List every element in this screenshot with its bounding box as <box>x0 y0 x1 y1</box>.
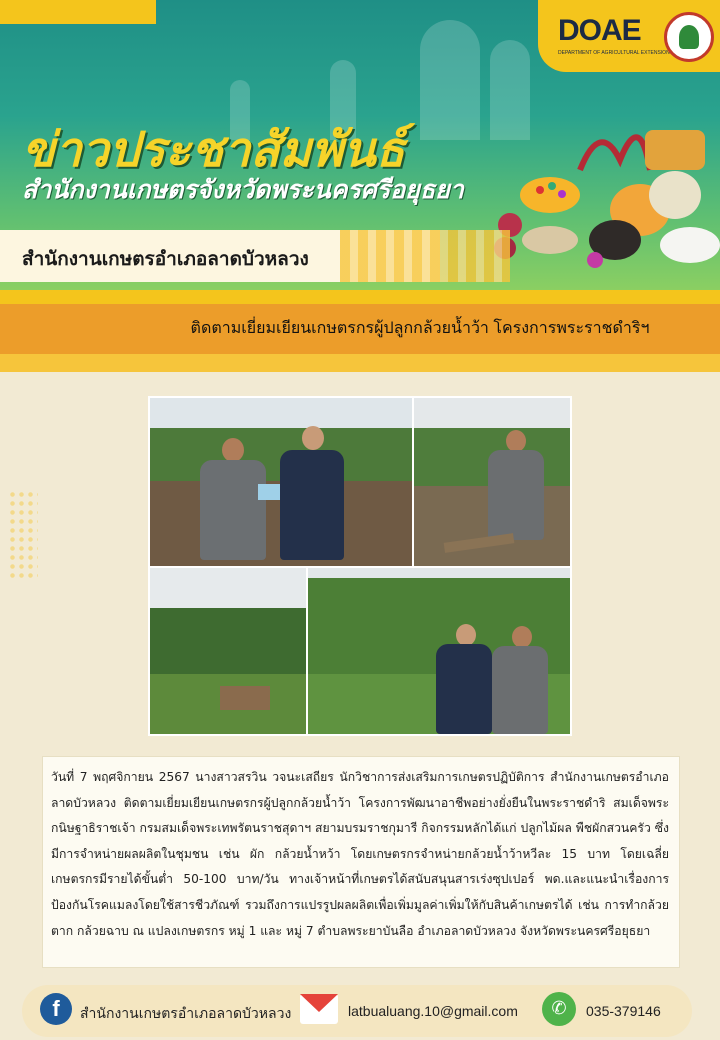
doae-logo: DOAE <box>558 14 641 47</box>
photo-visit-1 <box>150 398 412 566</box>
phone-number[interactable]: 035-379146 <box>586 1003 661 1019</box>
article-text: วันที่ 7 พฤศจิกายน 2567 นางสาวสรวิน วจนะเสถียร นักวิชาการส่งเสริมการเกษตรปฏิบัติการ สำนักงานเกษตรอำเภอลาดบัวหลวง ติดตามเยี่ยมเยียนเกษตรกรผู้ปลูกกล้วยน้ำว้า โครงการพัฒนาอาชีพอย่างยั่งยืนในพระราชดำริ สมเด็จพระกนิษฐาธิราชเจ้า กรมสมเด็จพระเทพรัตนราชสุดาฯ สยามบรมราชกุมารี กิจกรรมหลักได้แก่ ปลูกไม้ผล พืชผักสวนครัว ซึ่งมีการจำหน่ายผลผลิตในชุมชน เช่น ผัก กล้วยน้ำหว้า โดยเกษตรกรจำหน่ายกล้วยน้ำว้าหวีละ 15 บาท โดยเฉลี่ยเกษตรกรมีรายได้ขั้นต่ำ 50-100 บาท/วัน ทางเจ้าหน้าที่เกษตรได้สนับสนุนสารเร่งซุปเปอร์ พด.และแนะนำเรื่องการป้องกันโรคแมลงโดยใช้สารชีวภัณฑ์ รวมถึงการแปรรูปผลผลิตเพื่อเพิ่มมูลค่าเพิ่มให้กับสินค้าเกษตรได้ เช่น การทำกล้วยตาก กล้วยฉาบ ณ แปลงเกษตรกร หมู่ 1 และ หมู่ 7 ตำบลพระยาบันลือ อำเภอลาดบัวหลวง จังหวัดพระนครศรีอยุธยา <box>51 770 669 938</box>
page-title: ข่าวประชาสัมพันธ์ <box>22 124 405 177</box>
provincial-seal-icon <box>664 12 714 62</box>
phone-icon[interactable]: ✆ <box>542 992 576 1026</box>
photo-collage <box>148 396 572 736</box>
gmail-icon[interactable] <box>300 994 338 1024</box>
headline: ติดตามเยี่ยมเยียนเกษตรกรผู้ปลูกกล้วยน้ำว้า โครงการพระราชดำริฯ <box>190 320 650 337</box>
divider-band <box>0 354 720 372</box>
produce-illustration <box>490 100 720 280</box>
header-banner <box>0 0 720 290</box>
facebook-page-link[interactable]: สำนักงานเกษตรอำเภอลาดบัวหลวง <box>80 1005 292 1021</box>
divider-band <box>0 290 720 304</box>
email-link[interactable]: latbualuang.10@gmail.com <box>348 1003 518 1019</box>
temple-silhouette <box>420 20 480 140</box>
photo-visit-2 <box>414 398 570 566</box>
photo-visit-3 <box>150 568 306 734</box>
photo-visit-4 <box>308 568 570 734</box>
doae-logo-subtitle: DEPARTMENT OF AGRICULTURAL EXTENSION <box>558 50 670 56</box>
page-subtitle: สำนักงานเกษตรจังหวัดพระนครศรีอยุธยา <box>22 176 464 204</box>
facebook-icon[interactable]: f <box>40 993 72 1025</box>
office-band-pattern <box>340 230 510 282</box>
office-name: สำนักงานเกษตรอำเภอลาดบัวหลวง <box>22 249 309 270</box>
article-body <box>42 756 680 968</box>
top-accent-bar <box>0 0 156 24</box>
decorative-dots <box>8 490 38 580</box>
